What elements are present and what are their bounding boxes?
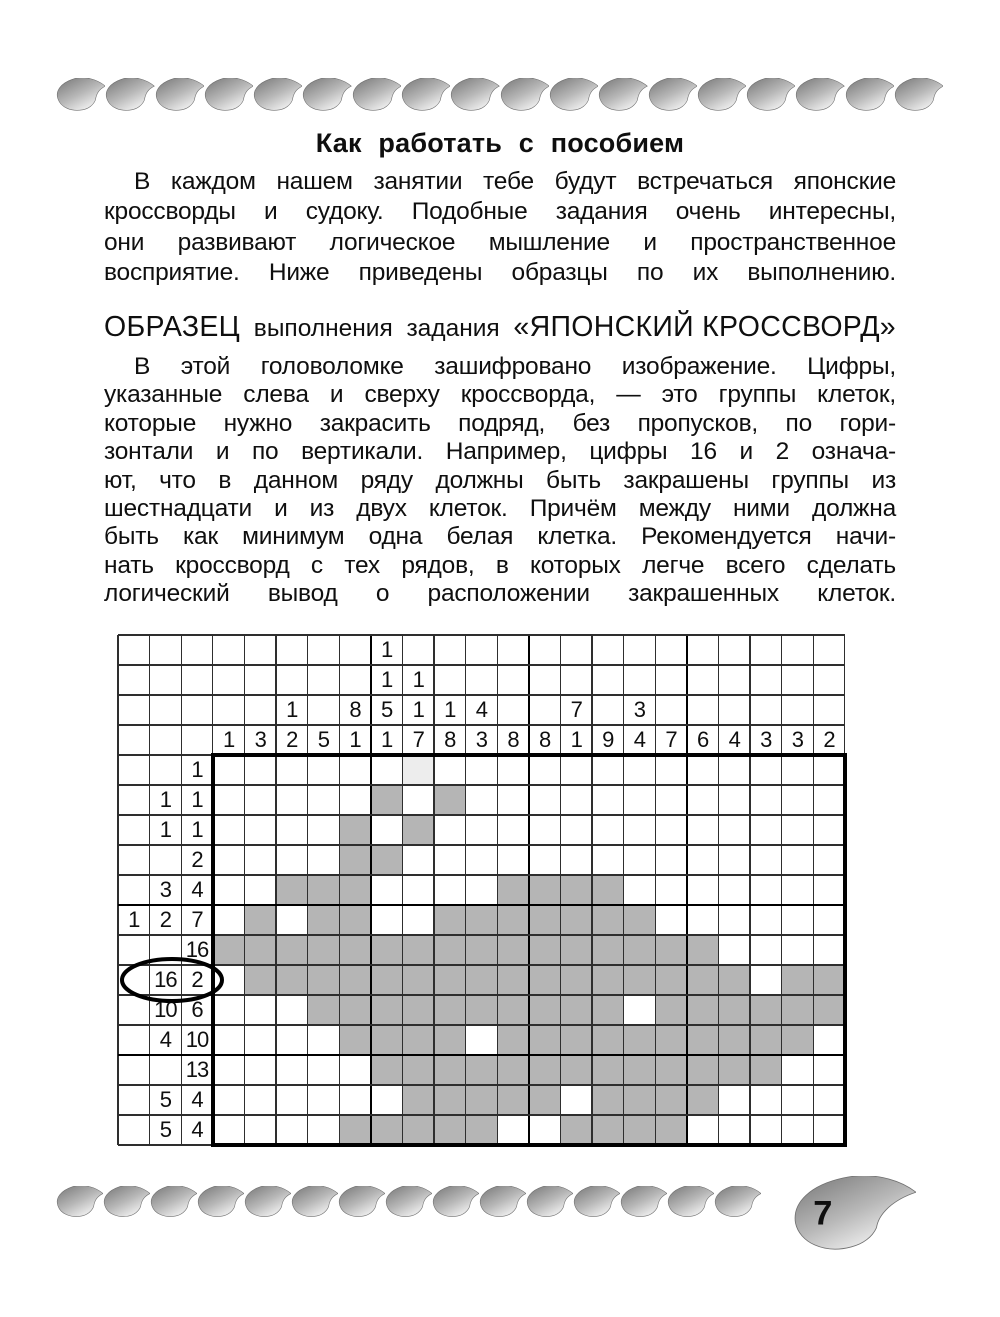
intro-paragraph	[104, 167, 896, 289]
grid-line	[118, 814, 845, 815]
grid-cell-filled	[402, 995, 434, 1025]
leaf-icon	[479, 1186, 526, 1217]
grid-cell-filled	[750, 995, 782, 1025]
grid-cell-filled	[308, 965, 340, 995]
grid-line	[118, 1024, 845, 1025]
grid-cell-filled	[750, 1025, 782, 1055]
text-line: шестнадцати и из двух клеток. Причём между ними должна	[104, 494, 896, 522]
grid-cell-filled	[244, 935, 276, 965]
grid-cell-filled	[718, 1055, 750, 1085]
grid-cell-filled	[655, 935, 687, 965]
grid-cell-filled	[497, 905, 529, 935]
leaf-icon	[204, 78, 253, 111]
grid-cell-filled	[276, 935, 308, 965]
col-clue: 6	[696, 727, 709, 752]
text-line: нать кроссворд с тех рядов, в которых легче всего сделать	[104, 551, 896, 579]
row-clue: 16	[154, 967, 177, 992]
leaf-icon	[746, 78, 795, 111]
col-clue: 3	[760, 727, 772, 752]
grid-cell-filled	[466, 995, 498, 1025]
grid-cell-filled	[687, 935, 719, 965]
leaf-icon	[894, 78, 943, 111]
row-clue: 16	[185, 937, 209, 962]
grid-cell-filled	[402, 1055, 434, 1085]
row-clue: 1	[191, 787, 203, 812]
grid-cell-filled	[560, 905, 592, 935]
col-clue: 1	[286, 697, 298, 722]
grid-cell-filled	[592, 875, 624, 905]
leaf-icon	[845, 78, 894, 111]
col-clue: 3	[791, 727, 804, 752]
grid-cell-filled	[560, 965, 592, 995]
grid-line	[118, 784, 845, 785]
grid-line	[118, 934, 845, 935]
grid-cell-filled	[371, 845, 403, 875]
grid-cell-filled	[339, 905, 371, 935]
text-line: логический вывод о расположении закрашенных клеток.	[104, 580, 896, 608]
col-clue: 3	[254, 727, 266, 752]
row-clue: 1	[159, 817, 172, 842]
grid-cell-filled	[655, 1025, 687, 1055]
grid-cell-filled	[655, 1115, 687, 1145]
grid-cell-filled	[529, 1025, 561, 1055]
leaf-icon	[432, 1186, 479, 1217]
grid-cell-filled	[434, 935, 466, 965]
grid-cell-filled	[497, 1025, 529, 1055]
grid-cell-filled	[244, 965, 276, 995]
grid-line	[118, 904, 845, 906]
text-line: ют, что в данном ряду должны быть закрашены группы из	[104, 466, 896, 494]
leaf-icon	[620, 1186, 667, 1217]
col-clue: 2	[286, 727, 298, 752]
grid-cell-filled	[497, 965, 529, 995]
grid-cell-filled	[624, 965, 656, 995]
grid-cell-filled	[339, 1115, 371, 1145]
grid-cell-filled	[782, 965, 814, 995]
leaf-icon	[401, 78, 450, 111]
grid-cell-filled	[624, 1025, 656, 1055]
col-clue: 3	[633, 697, 646, 722]
col-clue: 7	[412, 727, 424, 752]
grid-cell-filled	[434, 965, 466, 995]
grid-cell-filled	[371, 995, 403, 1025]
grid-line	[118, 634, 845, 635]
text-line: быть как минимум одна белая клетка. Рекомендуется начи-	[104, 523, 896, 551]
grid-cell-filled	[687, 995, 719, 1025]
grid-cell-filled	[339, 875, 371, 905]
col-clue: 2	[823, 727, 835, 752]
col-clue: 8	[444, 727, 456, 752]
grid-cell-filled	[434, 1115, 466, 1145]
grid-cell-filled	[497, 1055, 529, 1085]
page-number: 7	[813, 1194, 833, 1233]
grid-cell-filled	[529, 965, 561, 995]
grid-cell-filled	[624, 1085, 656, 1115]
grid-cell-filled	[687, 1055, 719, 1085]
grid-line	[244, 635, 245, 1145]
grid-line	[118, 874, 845, 875]
row-clue: 7	[191, 907, 203, 932]
grid-cell-filled	[402, 1025, 434, 1055]
grid-cell-filled	[308, 875, 340, 905]
grid-cell-filled	[592, 995, 624, 1025]
col-clue: 7	[570, 697, 582, 722]
grid-cell-filled	[655, 965, 687, 995]
grid-cell-filled	[655, 1085, 687, 1115]
leaf-icon	[244, 1186, 291, 1217]
grid-cell-filled	[560, 1115, 592, 1145]
text-line: В каждом нашем занятии тебе будут встречаться японские	[134, 168, 896, 195]
grid-cell-filled	[402, 965, 434, 995]
grid-cell-filled	[813, 995, 845, 1025]
text-line: зонтали и по вертикали. Например, цифры 16 и 2 означа-	[104, 438, 896, 466]
leaf-icon	[648, 78, 697, 111]
text-line: кроссворды и судоку. Подобные задания очень интересны,	[104, 198, 896, 226]
grid-cell-filled	[466, 1115, 498, 1145]
grid-cell-filled	[592, 965, 624, 995]
col-clue: 1	[444, 697, 456, 722]
grid-line	[118, 964, 845, 965]
leaf-icon	[302, 78, 351, 111]
col-clue: 8	[349, 697, 361, 722]
grid-line	[781, 635, 782, 1145]
grid-cell-filled	[592, 1085, 624, 1115]
grid-cell-filled	[434, 785, 466, 815]
leaf-icon	[291, 1186, 338, 1217]
grid-cell-filled	[718, 965, 750, 995]
grid-cell-filled	[371, 1115, 403, 1145]
sample-paragraph	[104, 353, 896, 609]
grid-cell-filled	[592, 1055, 624, 1085]
top-leaf-border	[56, 78, 943, 111]
row-clue: 4	[191, 877, 203, 902]
row-clue: 6	[191, 997, 203, 1022]
grid-cell-filled	[371, 785, 403, 815]
grid-line	[118, 664, 845, 665]
col-clue: 1	[380, 667, 393, 692]
grid-cell-filled	[529, 995, 561, 1025]
col-clue: 8	[507, 727, 519, 752]
grid-cell-filled	[529, 935, 561, 965]
row-clue: 1	[191, 757, 203, 782]
leaf-icon	[697, 78, 746, 111]
col-clue: 4	[633, 727, 646, 752]
nonogram-grid	[118, 635, 845, 1145]
grid-line	[118, 1114, 845, 1115]
grid-cell-filled	[466, 1055, 498, 1085]
row-clue: 5	[159, 1117, 172, 1142]
grid-cell-filled	[718, 1025, 750, 1055]
row-clue: 3	[159, 877, 172, 902]
grid-cell-filled	[624, 935, 656, 965]
grid-cell-filled	[592, 935, 624, 965]
grid-cell-filled	[244, 905, 276, 935]
sample-heading-word: задания	[406, 315, 500, 342]
col-clue: 1	[349, 727, 361, 752]
grid-cell-filled	[466, 1085, 498, 1115]
grid-cell-filled	[434, 1055, 466, 1085]
grid-cell-filled	[434, 1085, 466, 1115]
sample-heading-word: выполнения	[253, 315, 393, 342]
grid-cell-filled	[560, 875, 592, 905]
grid-cell-filled	[434, 905, 466, 935]
grid-cell-filled	[497, 995, 529, 1025]
grid-cell-filled	[466, 965, 498, 995]
col-clue: 9	[602, 727, 614, 752]
text-line: восприятие. Ниже приведены образцы по их выполнению.	[104, 259, 896, 287]
grid-line	[843, 753, 847, 1147]
sample-heading-word: ОБРАЗЕЦ	[104, 311, 241, 343]
text-line: указанные слева и сверху кроссворда, — это группы клеток,	[104, 381, 896, 409]
grid-cell-filled	[497, 935, 529, 965]
grid-cell-filled	[529, 875, 561, 905]
col-clue: 4	[728, 727, 740, 752]
grid-cell-filled	[402, 1115, 434, 1145]
grid-cell-filled	[529, 905, 561, 935]
row-clue: 13	[185, 1057, 209, 1082]
grid-cell-filled	[276, 875, 308, 905]
col-clue: 8	[538, 727, 551, 752]
grid-cell-filled	[339, 1025, 371, 1055]
row-clue: 4	[191, 1087, 203, 1112]
grid-cell-filled	[560, 935, 592, 965]
grid-cell-filled	[339, 995, 371, 1025]
grid-cell-filled	[402, 815, 434, 845]
grid-line	[528, 635, 530, 1145]
grid-cell-filled	[687, 965, 719, 995]
grid-line	[117, 635, 118, 1145]
grid-cell-filled	[339, 815, 371, 845]
col-clue: 7	[665, 727, 677, 752]
grid-cell-filled	[308, 935, 340, 965]
grid-cell-filled	[782, 1025, 814, 1055]
col-clue: 5	[380, 697, 393, 722]
page-title: Как работать с пособием	[315, 128, 685, 158]
grid-cell-filled	[529, 1055, 561, 1085]
col-clue: 1	[570, 727, 582, 752]
grid-line	[118, 1054, 845, 1056]
row-clue: 10	[185, 1027, 209, 1052]
grid-cell-filled	[624, 1115, 656, 1145]
grid-cell-filled	[592, 1115, 624, 1145]
grid-cell-filled	[308, 905, 340, 935]
row-clue: 1	[159, 787, 172, 812]
grid-cell-filled	[371, 935, 403, 965]
leaf-icon	[500, 78, 549, 111]
grid-cell-filled	[339, 935, 371, 965]
col-clue: 1	[380, 727, 393, 752]
grid-cell-filled	[466, 935, 498, 965]
grid-line	[118, 844, 845, 845]
grid-cell-filled	[466, 905, 498, 935]
leaf-icon	[667, 1186, 714, 1217]
leaf-icon	[155, 78, 204, 111]
grid-cell-filled	[339, 965, 371, 995]
grid-cell-filled	[402, 1085, 434, 1115]
leaf-icon	[56, 78, 105, 111]
grid-cell-filled	[687, 1085, 719, 1115]
leaf-icon	[714, 1186, 761, 1217]
leaf-icon	[450, 78, 499, 111]
grid-cell-filled	[529, 1085, 561, 1115]
col-clue: 4	[475, 697, 488, 722]
grid-cell-filled	[497, 875, 529, 905]
col-clue: 1	[412, 697, 424, 722]
row-clue: 4	[191, 1117, 203, 1142]
row-clue: 5	[159, 1087, 172, 1112]
grid-cell-filled	[750, 1055, 782, 1085]
leaf-icon	[549, 78, 598, 111]
leaf-icon	[526, 1186, 573, 1217]
grid-cell-filled	[434, 1025, 466, 1055]
grid-line	[118, 994, 845, 995]
grid-cell-filled	[592, 1025, 624, 1055]
leaf-icon	[103, 1186, 150, 1217]
grid-cell-filled	[308, 995, 340, 1025]
grid-cell-filled	[560, 1025, 592, 1055]
leaf-icon	[150, 1186, 197, 1217]
leaf-icon	[385, 1186, 432, 1217]
grid-line	[718, 635, 719, 1145]
grid-cell-filled	[434, 995, 466, 1025]
row-clue: 10	[154, 997, 177, 1022]
leaf-icon	[197, 1186, 244, 1217]
sample-heading	[104, 311, 896, 344]
grid-cell-filled	[497, 1085, 529, 1115]
grid-cell-filled	[560, 995, 592, 1025]
leaf-icon	[795, 78, 844, 111]
bottom-leaf-border	[56, 1186, 761, 1217]
grid-cell-filled	[592, 905, 624, 935]
grid-cell-filled	[276, 965, 308, 995]
grid-cell-filled	[371, 1055, 403, 1085]
leaf-icon	[338, 1186, 385, 1217]
grid-cell-filled	[718, 995, 750, 1025]
leaf-icon	[352, 78, 401, 111]
leaf-icon	[105, 78, 154, 111]
col-clue: 1	[380, 637, 393, 662]
col-clue: 1	[412, 667, 424, 692]
row-clue: 2	[159, 907, 172, 932]
text-line: В этой головоломке зашифровано изображение. Цифры,	[134, 353, 896, 380]
circle-annotation	[119, 956, 225, 1004]
grid-cell-filled	[655, 995, 687, 1025]
text-line: они развивают логическое мышление и пространственное	[104, 228, 896, 256]
row-clue: 4	[159, 1027, 172, 1052]
grid-cell-filled	[339, 845, 371, 875]
row-clue: 1	[128, 907, 140, 932]
grid-cell-filled	[782, 995, 814, 1025]
col-clue: 5	[317, 727, 330, 752]
grid-cell-filled	[687, 1025, 719, 1055]
row-clue: 2	[191, 847, 203, 872]
grid-cell-filled	[371, 965, 403, 995]
grid-cell-filled	[624, 905, 656, 935]
leaf-icon	[598, 78, 647, 111]
leaf-icon	[573, 1186, 620, 1217]
sample-heading-word: «ЯПОНСКИЙ КРОССВОРД»	[513, 311, 896, 343]
grid-line	[211, 1143, 847, 1147]
row-clue: 2	[191, 967, 203, 992]
grid-cell-filled	[813, 965, 845, 995]
grid-line	[686, 635, 688, 1145]
row-clue: 1	[191, 817, 203, 842]
text-line: которые нужно закрасить подряд, без пропусков, по гори-	[104, 409, 896, 437]
col-clue: 1	[222, 727, 235, 752]
grid-cell-filled	[624, 1055, 656, 1085]
grid-cell-filled	[371, 1025, 403, 1055]
grid-cell-filled	[402, 935, 434, 965]
col-clue: 3	[475, 727, 488, 752]
grid-line	[749, 635, 750, 1145]
leaf-icon	[56, 1186, 103, 1217]
grid-line	[118, 1084, 845, 1085]
leaf-icon	[253, 78, 302, 111]
grid-cell-hint	[402, 755, 434, 785]
grid-line	[813, 635, 814, 1145]
grid-cell-filled	[655, 1055, 687, 1085]
grid-cell-filled	[560, 1055, 592, 1085]
page-number-leaf	[764, 1176, 916, 1252]
